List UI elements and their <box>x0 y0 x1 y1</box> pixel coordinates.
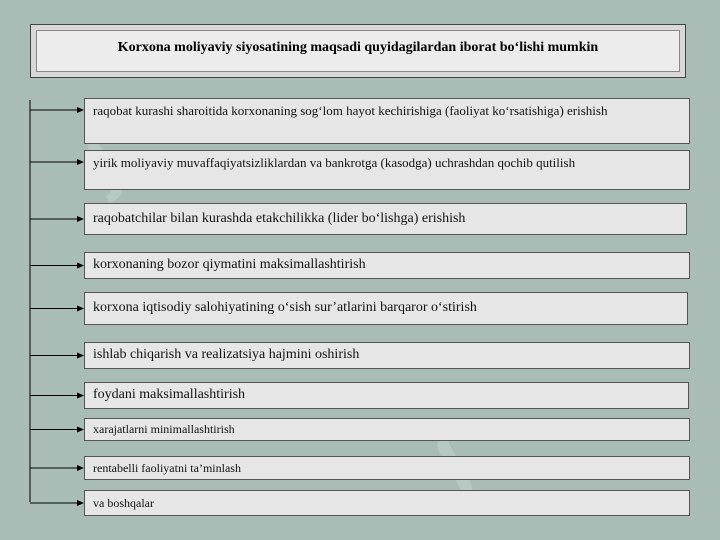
arrowhead <box>77 353 84 359</box>
arrowhead <box>77 216 84 222</box>
goal-item: yirik moliyaviy muvaffaqiyatsizliklardan va bankrotga (kasodga) uchrashdan qochib qutilish <box>84 150 690 190</box>
goal-item: foydani maksimallashtirish <box>84 382 689 409</box>
arrowhead <box>77 427 84 433</box>
arrowhead <box>77 500 84 506</box>
arrowhead <box>77 263 84 269</box>
goal-item: korxona iqtisodiy salohiyatining o‘sish sur’atlarini barqaror o‘stirish <box>84 292 688 325</box>
arrowhead <box>77 393 84 399</box>
goal-item: ishlab chiqarish va realizatsiya hajmini oshirish <box>84 342 690 369</box>
arrowhead <box>77 107 84 113</box>
goal-item: korxonaning bozor qiymatini maksimallashtirish <box>84 252 690 279</box>
arrowhead <box>77 306 84 312</box>
goal-item: xarajatlarni minimallashtirish <box>84 418 690 441</box>
arrowhead <box>77 465 84 471</box>
arrowhead <box>77 159 84 165</box>
goal-item: va boshqalar <box>84 490 690 516</box>
goal-item: raqobatchilar bilan kurashda etakchilikka (lider bo‘lishga) erishish <box>84 203 687 235</box>
goal-item: raqobat kurashi sharoitida korxonaning sog‘lom hayot kechirishiga (faoliyat ko‘rsatishiga) erishish <box>84 98 690 144</box>
goal-item: rentabelli faoliyatni ta’minlash <box>84 456 690 480</box>
diagram-title: Korxona moliyaviy siyosatining maqsadi quyidagilardan iborat bo‘lishi mumkin <box>117 40 599 55</box>
